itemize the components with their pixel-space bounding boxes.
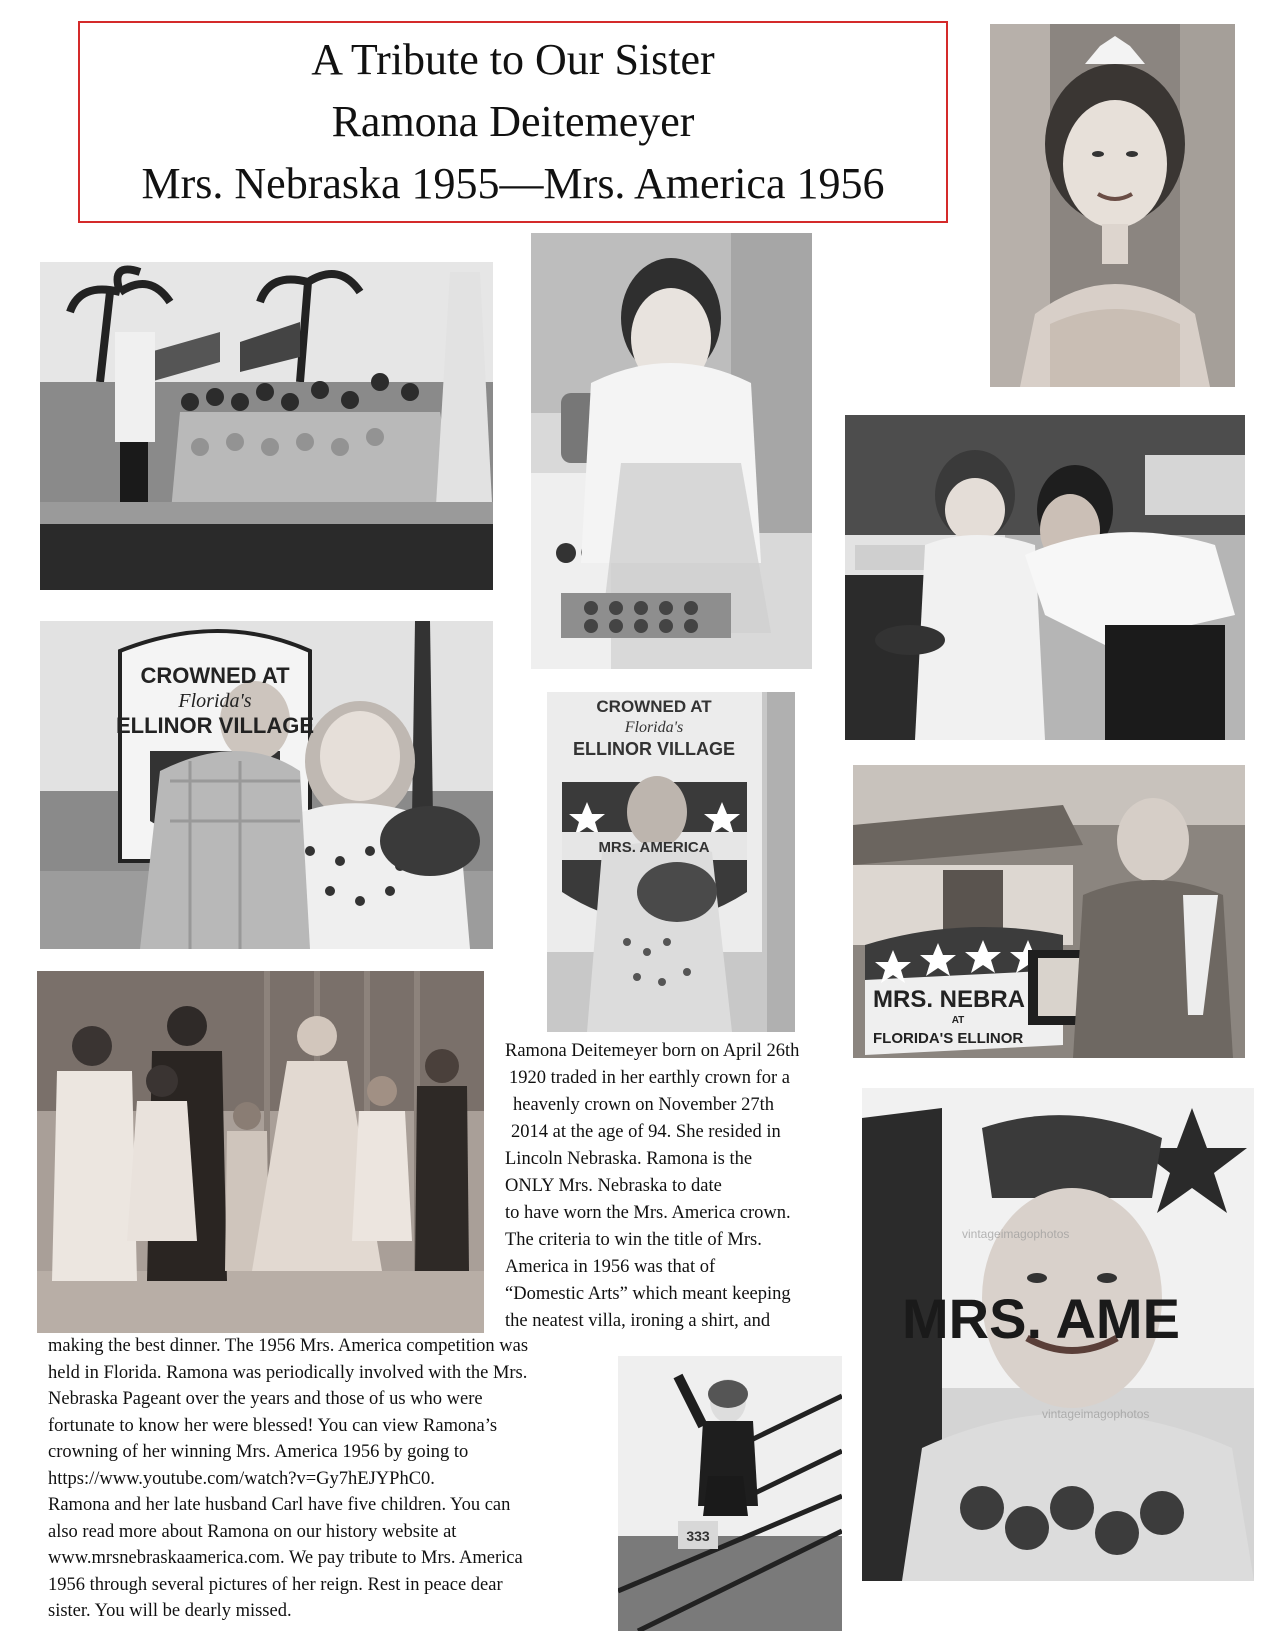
body-line: held in Florida. Ramona was periodically involved with the Mrs. [48,1362,528,1383]
sign-text-florida: Florida's [178,690,252,712]
body-line: fortunate to know her were blessed! You can view Ramona’s [48,1415,498,1436]
small-sign-crowned-at: CROWNED AT [596,697,712,716]
youtube-link[interactable]: https://www.youtube.com/watch?v=Gy7hEJYPhC0. [48,1468,435,1489]
website-link-line[interactable]: www.mrsnebraskaamerica.com. We pay tribute to Mrs. America [48,1548,523,1568]
body-line: heavenly crown on November 27th [513,1095,774,1115]
title-line-2: Ramona Deitemeyer [331,97,695,146]
photo-sign-small [547,692,795,1032]
body-line: Nebraska Pageant over the years and those of us who were [48,1389,483,1409]
small-sign-florida: Florida's [624,719,684,736]
body-line: to have worn the Mrs. America crown. [505,1203,791,1223]
portrait-sign-mrs-ame: MRS. AME [902,1287,1180,1350]
luggage-tag-text: 333 [686,1528,710,1544]
sign-text-ellinor: ELLINOR VILLAGE [116,713,314,738]
title-line-3: Mrs. Nebraska 1955—Mrs. America 1956 [141,159,885,208]
banner-text-mrs-nebra: MRS. NEBRA [873,986,1026,1013]
banner-text-floridas: FLORIDA'S ELLINOR [873,1030,1024,1047]
watermark-2: vintageimagophotos [1042,1407,1150,1421]
banner-text-at: AT [951,1015,965,1026]
body-line: America in 1956 was that of [505,1257,716,1277]
sign-text-crowned-at: CROWNED AT [140,663,290,688]
body-line: Lincoln Nebraska. Ramona is the [505,1149,753,1169]
photo-crowned-sign [40,621,493,949]
body-line: The criteria to win the title of Mrs. [505,1230,762,1250]
body-line: crowning of her winning Mrs. America 1956 by going to [48,1442,469,1462]
small-sign-ellinor: ELLINOR VILLAGE [573,739,735,759]
body-line: ONLY Mrs. Nebraska to date [505,1176,722,1196]
body-line: “Domestic Arts” which meant keeping [505,1284,791,1304]
body-line: Ramona Deitemeyer born on April 26th [505,1041,800,1061]
body-line: making the best dinner. The 1956 Mrs. America competition was [48,1336,529,1356]
photo-contestants-stage [40,262,493,590]
body-text-bottom [48,1333,613,1625]
title-line-1: A Tribute to Our Sister [311,35,715,84]
body-line: Ramona and her late husband Carl have five children. You can [48,1495,511,1515]
small-sign-mrs-america: MRS. AMERICA [598,839,710,856]
photo-baking-oven [531,233,812,669]
watermark-1: vintageimagophotos [962,1227,1070,1241]
photo-crowned-smile [862,1088,1254,1581]
photo-family-portrait [37,971,484,1333]
photo-crowned-portrait [990,24,1235,387]
title-box [78,21,948,223]
body-line: also read more about Ramona on our history website at [48,1521,457,1542]
body-line: the neatest villa, ironing a shirt, and [505,1311,771,1331]
body-line: 1956 through several pictures of her reign. Rest in peace dear [48,1574,503,1595]
body-line: 1920 traded in her earthly crown for a [509,1068,790,1088]
body-line: 2014 at the age of 94. She resided in [511,1122,781,1142]
body-line: sister. You will be dearly missed. [48,1601,292,1621]
photo-airplane-stairs [618,1356,842,1631]
body-text-top [505,1038,840,1335]
photo-nebraska-banner [853,765,1245,1058]
photo-couple-stove [845,415,1245,740]
